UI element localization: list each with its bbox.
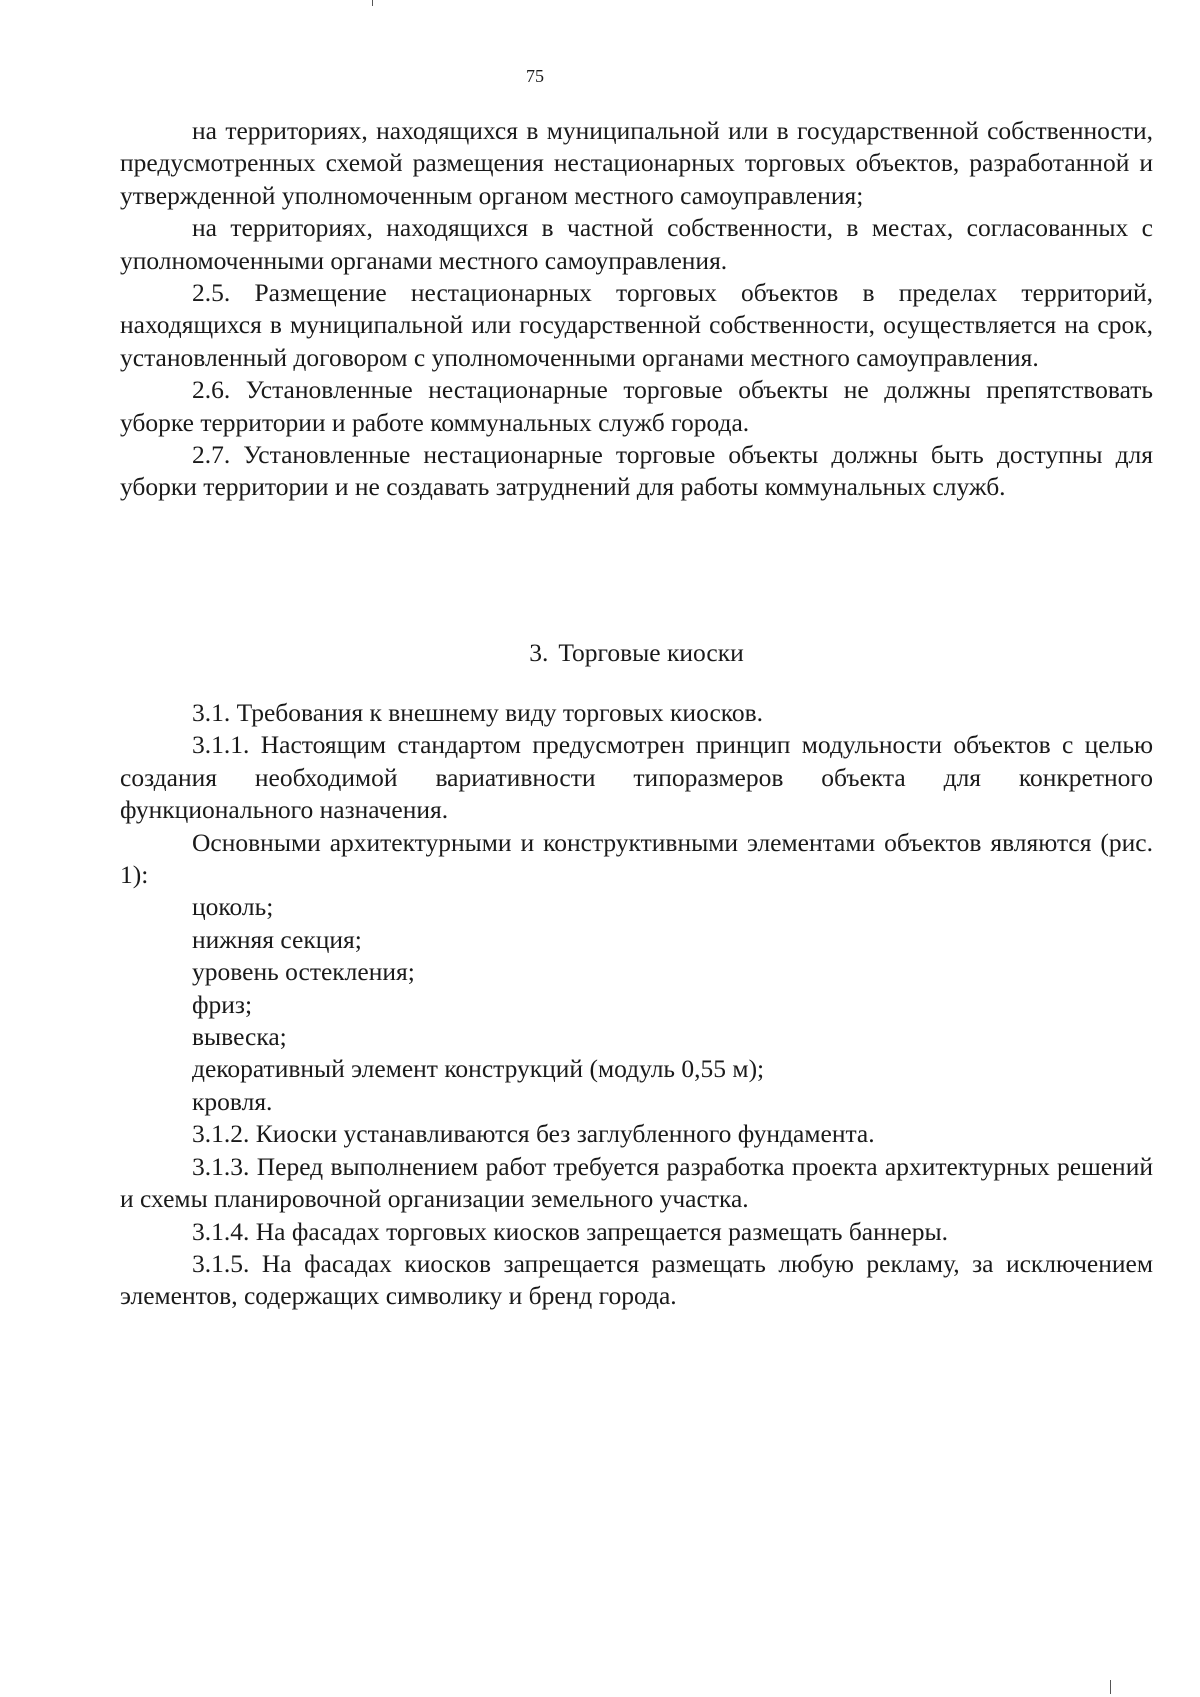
paragraph-elements-intro: Основными архитектурными и конструктивными элементами объектов являются (рис. 1): [120,827,1153,890]
paragraph-3-1-5: 3.1.5. На фасадах киосков запрещается размещать любую рекламу, за исключением элементов, содержащих символику и бренд города. [120,1248,1153,1311]
list-item: уровень остекления; [192,957,415,987]
paragraph-2-7: 2.7. Установленные нестационарные торговые объекты должны быть доступны для уборки территории и не создавать затруднений для работы коммунальных служб. [120,440,1153,502]
paragraph-2-6: 2.6. Установленные нестационарные торговые объекты не должны препятствовать уборке территории и работе коммунальных служб города. [120,375,1153,437]
paragraph-municipal-territories: на территориях, находящихся в муниципальной или в государственной собственности, предусмотренных схемой размещения нестационарных торговых объектов, разработанной и утвержденной уполномоченным органом местного самоуправления; [120,116,1153,210]
list-item: вывеска; [192,1022,287,1052]
section-heading [120,637,1153,669]
text-block-section-2 [120,115,1153,504]
list-item: фриз; [192,989,253,1019]
scan-artifact-top [372,0,373,6]
paragraph-3-1-2: 3.1.2. Киоски устанавливаются без заглубленного фундамента. [192,1119,875,1149]
list-item: декоративный элемент конструкций (модуль 0,55 м); [192,1054,765,1084]
section-number: 3. [529,638,549,667]
text-block-section-3 [120,697,1153,1313]
paragraph-3-1: 3.1. Требования к внешнему виду торговых киосков. [192,698,764,727]
section-title: Торговые киоски [558,638,744,667]
paragraph-3-1-4: 3.1.4. На фасадах торговых киосков запрещается размещать баннеры. [192,1216,948,1246]
page-number: 75 [526,66,544,86]
list-item: цоколь; [192,892,274,922]
paragraph-3-1-3: 3.1.3. Перед выполнением работ требуется разработка проекта архитектурных решений и схемы планировочной организации земельного участка. [120,1151,1153,1214]
paragraph-2-5: 2.5. Размещение нестационарных торговых объектов в пределах территорий, находящихся в муниципальной или государственной собственности, осуществляется на срок, установленный договором с уполномоченными органами местного самоуправления. [120,278,1153,372]
list-item: кровля. [192,1086,273,1116]
list-item: нижняя секция; [192,924,362,954]
paragraph-3-1-1: 3.1.1. Настоящим стандартом предусмотрен принцип модульности объектов с целью создания необходимой вариативности типоразмеров объекта для конкретного функционального назначения. [120,730,1153,825]
paragraph-private-territories: на территориях, находящихся в частной собственности, в местах, согласованных с уполномоченными органами местного самоуправления. [120,213,1153,275]
scan-artifact-bottom [1110,1680,1111,1694]
